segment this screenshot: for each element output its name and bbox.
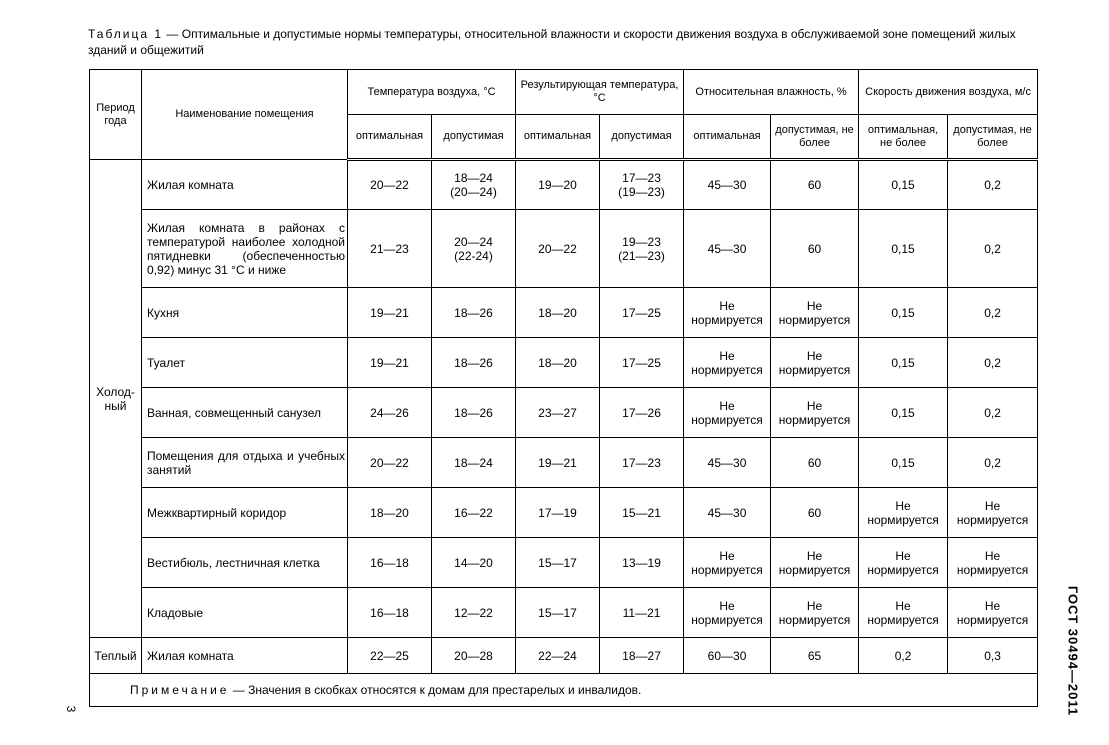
subheader: допустимая <box>432 115 516 160</box>
subheader: оптимальная <box>348 115 432 160</box>
table-cell: 0,15 <box>859 338 948 388</box>
cell-line: 20—24 <box>454 234 493 249</box>
table-row <box>90 588 1038 638</box>
table-cell <box>859 488 948 538</box>
cell-line: 18—24 <box>454 171 493 185</box>
table-cell <box>771 388 859 438</box>
cell-line: Не <box>895 498 911 513</box>
table-cell <box>948 588 1038 638</box>
table-cell: 18—26 <box>432 288 516 338</box>
cell-line: нормируется <box>691 412 763 427</box>
table-cell <box>771 338 859 388</box>
subheader: допустимая, не более <box>948 115 1038 160</box>
norms-table <box>89 69 1038 707</box>
cell-line: нормируется <box>867 562 939 577</box>
table-row <box>90 538 1038 588</box>
table-cell: 0,15 <box>859 160 948 210</box>
table-cell: 16—18 <box>348 538 432 588</box>
table-row <box>90 388 1038 438</box>
table-cell: 20—22 <box>348 438 432 488</box>
cell-line: Не <box>806 398 823 413</box>
table-cell: 17—19 <box>516 488 600 538</box>
table-cell <box>771 588 859 638</box>
table-cell: 0,2 <box>948 438 1038 488</box>
table-row <box>90 288 1038 338</box>
cell-line: нормируется <box>956 562 1029 577</box>
table-cell: 21—23 <box>348 210 432 288</box>
cell-line: Не <box>895 548 911 563</box>
note-text: — Значения в скобках относятся к домам для престарелых и инвалидов. <box>229 683 642 697</box>
header-air-temp: Температура воздуха, °С <box>348 70 516 115</box>
caption-label: Таблица 1 <box>88 27 164 41</box>
table-note <box>90 674 1038 707</box>
table-cell: 45—30 <box>684 488 771 538</box>
table-row <box>90 210 1038 288</box>
table-cell: 60 <box>771 160 859 210</box>
subheader: оптимальная, не более <box>859 115 948 160</box>
cell-line: нормируется <box>778 562 851 577</box>
table-cell: 45—30 <box>684 210 771 288</box>
table-cell: 12—22 <box>432 588 516 638</box>
cell-line: нормируется <box>778 312 851 327</box>
cell-line: нормируется <box>691 562 763 577</box>
room-name-text: Ванная, совмещенный санузел <box>147 405 322 420</box>
subheader: оптимальная <box>684 115 771 160</box>
room-name <box>142 488 348 538</box>
table-cell: 0,15 <box>859 388 948 438</box>
table-cell: 18—20 <box>516 288 600 338</box>
table-cell: 13—19 <box>600 538 684 588</box>
table-cell <box>600 210 684 288</box>
table-row <box>90 488 1038 538</box>
document-code-text: ГОСТ 30494—2011 <box>1065 585 1081 716</box>
table-cell: 18—27 <box>600 638 684 674</box>
table-cell <box>859 588 948 638</box>
room-name <box>142 388 348 438</box>
table-cell: 0,2 <box>948 388 1038 438</box>
header-period: Период года <box>90 70 142 160</box>
table-cell: 15—17 <box>516 588 600 638</box>
header-room: Наименование помещения <box>142 70 348 160</box>
table-cell: 23—27 <box>516 388 600 438</box>
table-cell: 17—26 <box>600 388 684 438</box>
room-name <box>142 538 348 588</box>
cell-line: Не <box>984 498 1001 513</box>
table-cell: 65 <box>771 638 859 674</box>
table-cell <box>771 538 859 588</box>
cell-line: нормируется <box>867 612 939 627</box>
table-cell <box>948 488 1038 538</box>
table-cell: 19—20 <box>516 160 600 210</box>
table-cell <box>771 288 859 338</box>
table-cell: 0,15 <box>859 288 948 338</box>
table-cell: 17—25 <box>600 288 684 338</box>
cell-line: Не <box>806 298 823 313</box>
table-row-warm <box>90 638 1038 674</box>
table-row <box>90 160 1038 210</box>
subheader: допустимая, не более <box>771 115 859 160</box>
table-caption <box>88 26 1048 58</box>
cell-line: нормируется <box>691 362 763 377</box>
room-name-text: Жилая комната <box>147 177 234 192</box>
table-cell: 20—28 <box>432 638 516 674</box>
cell-line: Не <box>719 298 735 313</box>
cell-line: Не <box>806 348 823 363</box>
table-cell: 18—20 <box>516 338 600 388</box>
table-cell: 45—30 <box>684 438 771 488</box>
table-cell: 22—25 <box>348 638 432 674</box>
table-cell <box>432 160 516 210</box>
header-humidity: Относительная влажность, % <box>684 70 859 115</box>
room-name <box>142 160 348 210</box>
table-cell: 20—22 <box>516 210 600 288</box>
cell-line: (21—23) <box>618 248 665 263</box>
table-cell: 19—21 <box>348 288 432 338</box>
subheader: допустимая <box>600 115 684 160</box>
table-cell: 14—20 <box>432 538 516 588</box>
cell-line: Не <box>984 598 1001 613</box>
table-cell: 20—22 <box>348 160 432 210</box>
table-cell <box>684 288 771 338</box>
table-cell: 0,2 <box>948 210 1038 288</box>
room-name-text: Туалет <box>147 355 185 370</box>
table-cell: 18—26 <box>432 388 516 438</box>
cell-line: 19—23 <box>622 234 661 249</box>
table-cell: 0,15 <box>859 438 948 488</box>
table-cell: 24—26 <box>348 388 432 438</box>
room-name-text: Вестибюль, лестничная клетка <box>147 555 320 570</box>
caption-text: — Оптимальные и допустимые нормы температуры, относительной влажности и скорости движения воздуха в обслуживаемой зоне помещений жилых зданий и общежитий <box>88 27 1016 57</box>
table-cell <box>684 538 771 588</box>
room-name <box>142 588 348 638</box>
table-cell: 0,2 <box>948 288 1038 338</box>
cell-line: Не <box>719 548 735 563</box>
table-cell: 60—30 <box>684 638 771 674</box>
cell-line: (20—24) <box>450 185 497 199</box>
cell-line: нормируется <box>778 412 851 427</box>
cell-line: нормируется <box>691 312 763 327</box>
cell-line: нормируется <box>867 512 939 527</box>
table-cell: 19—21 <box>348 338 432 388</box>
table-cell <box>684 588 771 638</box>
table-cell: 15—17 <box>516 538 600 588</box>
table-cell <box>684 388 771 438</box>
table-cell: 16—18 <box>348 588 432 638</box>
cell-line: Не <box>719 598 735 613</box>
subheader: оптимальная <box>516 115 600 160</box>
table-cell: 19—21 <box>516 438 600 488</box>
document-code <box>1065 585 1081 716</box>
room-name-text: Жилая комната в районах с температурой наиболее холодной пятидневки (обеспеченностью 0,92) минус 31 °С и ниже <box>147 220 345 277</box>
note-row <box>90 674 1038 707</box>
page-number <box>64 702 78 716</box>
cell-line: нормируется <box>956 612 1029 627</box>
room-name: Жилая комната <box>142 638 348 674</box>
table-cell: 60 <box>771 438 859 488</box>
table-cell: 16—22 <box>432 488 516 538</box>
room-name <box>142 288 348 338</box>
table-cell: 18—26 <box>432 338 516 388</box>
cell-line: Не <box>806 598 823 613</box>
table-cell: 11—21 <box>600 588 684 638</box>
table-cell <box>684 338 771 388</box>
cell-line: Не <box>719 398 735 413</box>
table-cell: 0,2 <box>948 160 1038 210</box>
table-cell <box>600 160 684 210</box>
room-name <box>142 210 348 288</box>
page-number-text: 3 <box>64 705 78 713</box>
table-cell: 0,3 <box>948 638 1038 674</box>
cell-line: Не <box>719 348 735 363</box>
table-cell: 22—24 <box>516 638 600 674</box>
room-name-text: Кладовые <box>147 605 204 620</box>
table-cell: 17—23 <box>600 438 684 488</box>
table-cell: 60 <box>771 210 859 288</box>
period-cold: Холод-ный <box>90 160 142 638</box>
cell-line: Не <box>895 598 911 613</box>
table-cell: 0,2 <box>948 338 1038 388</box>
cell-line: нормируется <box>691 612 763 627</box>
header-result-temp: Результирующая температура, °С <box>516 70 684 115</box>
cell-line: нормируется <box>778 612 851 627</box>
table-row <box>90 338 1038 388</box>
table-cell: 18—20 <box>348 488 432 538</box>
table-cell: 0,2 <box>859 638 948 674</box>
period-warm: Теплый <box>90 638 142 674</box>
table-cell <box>432 210 516 288</box>
table-cell: 17—25 <box>600 338 684 388</box>
note-label: Примечание <box>130 683 230 697</box>
table-cell: 0,15 <box>859 210 948 288</box>
table-cell: 45—30 <box>684 160 771 210</box>
table-cell <box>859 538 948 588</box>
cell-line: (22-24) <box>454 248 493 263</box>
cell-line: (19—23) <box>618 185 665 199</box>
table-row <box>90 438 1038 488</box>
room-name <box>142 438 348 488</box>
header-speed: Скорость движения воздуха, м/с <box>859 70 1038 115</box>
room-name-text: Кухня <box>147 305 180 320</box>
table-cell <box>948 538 1038 588</box>
room-name-text: Помещения для отдыха и учебных занятий <box>147 448 345 477</box>
room-name <box>142 338 348 388</box>
cell-line: нормируется <box>956 512 1029 527</box>
cell-line: 17—23 <box>622 171 661 185</box>
cell-line: нормируется <box>778 362 851 377</box>
table-cell: 60 <box>771 488 859 538</box>
cell-line: Не <box>984 548 1001 563</box>
cell-line: Не <box>806 548 823 563</box>
table-cell: 18—24 <box>432 438 516 488</box>
table-cell: 15—21 <box>600 488 684 538</box>
room-name-text: Межквартирный коридор <box>147 505 287 520</box>
